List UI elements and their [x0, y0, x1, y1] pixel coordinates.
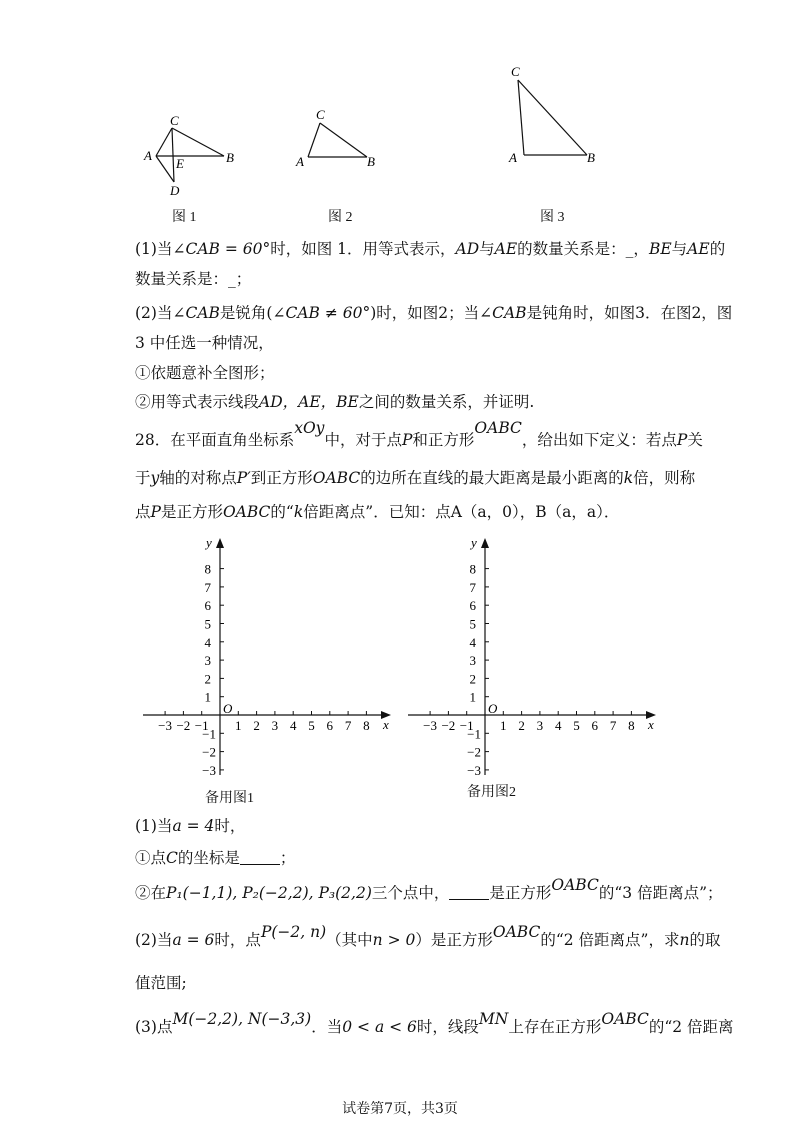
y-tick-label-g1: 1 — [204, 689, 211, 705]
y-axis-label-g1: y — [206, 535, 212, 550]
sub1-item2: ②在P₁(−1,1), P₂(−2,2), P₃(2,2)三个点中， 是正方形OABC的“3 倍距离点”； — [135, 876, 723, 902]
x-tick-label-g2: 8 — [628, 718, 635, 733]
sub2-line2: 值范围; — [135, 974, 187, 992]
x-tick-label-g1: 5 — [308, 718, 315, 733]
x-axis-label-g1: x — [383, 717, 389, 732]
x-tick-label-g1: −1 — [194, 718, 209, 733]
x-tick-label-g2: 6 — [591, 718, 599, 733]
fig1-caption: 图 1 — [172, 210, 197, 225]
y-tick-label-g2: 5 — [469, 616, 476, 632]
y-tick-label-g2: −2 — [467, 744, 481, 760]
y-axis-arrow-g2 — [481, 538, 489, 548]
x-tick-label-g1: 3 — [271, 718, 279, 733]
x-tick-label-g1: 2 — [253, 718, 260, 733]
y-tick-label-g2: 6 — [469, 598, 476, 614]
y-tick-label-g1: 3 — [204, 653, 211, 669]
y-tick-label-g2: 3 — [469, 653, 476, 669]
x-tick-label-g2: −1 — [459, 718, 474, 733]
y-tick-label-g2: 2 — [469, 671, 476, 687]
graph1-caption: 备用图1 — [205, 791, 254, 806]
fig1-label-c: C — [170, 113, 179, 128]
x-axis-label-g2: x — [648, 717, 654, 732]
sub3-line1: (3)点M(−2,2), N(−3,3)．当0 < a < 6时，线段MN上存在正方形OABC的“2 倍距离 — [135, 1010, 734, 1036]
x-tick-label-g1: −3 — [158, 718, 173, 733]
q27-part1-line1: (1)当∠CAB = 60°时，如图 1．用等式表示，AD与AE的数量关系是：_，BE与AE的 — [135, 240, 726, 258]
y-tick-label-g1: −1 — [202, 726, 216, 742]
sub2-line1: (2)当a = 6时，点P(−2, n)（其中n > 0）是正方形OABC的“2 倍距离点”，求n的取 — [135, 923, 721, 949]
fig1-label-b: B — [226, 150, 234, 165]
x-tick-label-g1: 1 — [235, 718, 242, 733]
y-axis-arrow-g1 — [216, 538, 224, 548]
y-tick-label-g2: 1 — [469, 689, 476, 705]
q27-item2: ②用等式表示线段AD，AE，BE之间的数量关系，并证明. — [135, 393, 535, 411]
fig2-label-c: C — [316, 107, 325, 122]
y-tick-label-g2: −3 — [467, 762, 481, 778]
q28-line1: 28．在平面直角坐标系xOy中，对于点P和正方形OABC，给出如下定义：若点P关 — [135, 419, 703, 449]
x-tick-label-g2: 2 — [518, 718, 525, 733]
x-tick-label-g2: 5 — [573, 718, 580, 733]
sub1-item1: ①点C的坐标是 ； — [135, 849, 296, 867]
y-tick-label-g1: 8 — [204, 561, 211, 577]
fig1-label-a: A — [144, 148, 152, 163]
x-tick-label-g1: 7 — [344, 718, 352, 733]
answer-blank-c[interactable] — [240, 850, 280, 865]
fig3-caption: 图 3 — [540, 210, 565, 225]
y-tick-label-g1: 4 — [204, 634, 211, 650]
figure-2 — [290, 100, 390, 175]
fig1-label-e: E — [176, 156, 184, 171]
graph2-caption: 备用图2 — [467, 785, 516, 800]
q27-item1: ①依题意补全图形； — [135, 364, 275, 382]
q27-part2-line2: 3 中任选一种情况， — [135, 334, 274, 352]
y-tick-label-g1: 7 — [204, 579, 211, 595]
x-tick-label-g2: 3 — [536, 718, 544, 733]
y-tick-label-g1: −3 — [202, 762, 216, 778]
q27-part1-line2: 数量关系是：_； — [135, 270, 252, 288]
q28-line3: 点P是正方形OABC的“k倍距离点”．已知：点A（a，0），B（a，a）． — [135, 503, 620, 521]
x-tick-label-g2: −3 — [423, 718, 438, 733]
figure-3 — [505, 62, 610, 172]
y-tick-label-g1: 6 — [204, 598, 211, 614]
sub1-line: (1)当a = 4时， — [135, 817, 246, 835]
x-tick-label-g1: 4 — [289, 718, 297, 733]
x-tick-label-g2: 7 — [609, 718, 617, 733]
page-footer: 试卷第7页，共3页 — [342, 1101, 458, 1117]
x-tick-label-g2: 1 — [500, 718, 507, 733]
y-tick-label-g2: 4 — [469, 634, 476, 650]
x-tick-label-g2: −2 — [441, 718, 456, 733]
q28-line2: 于y轴的对称点P′到正方形OABC的边所在直线的最大距离是最小距离的k倍，则称 — [135, 469, 696, 487]
fig2-caption: 图 2 — [328, 210, 353, 225]
fig3-label-c: C — [511, 64, 520, 79]
y-tick-label-g2: −1 — [467, 726, 481, 742]
answer-blank-points[interactable] — [449, 885, 489, 900]
fig3-label-b: B — [587, 150, 595, 165]
q27-part2-line1: (2)当∠CAB是锐角(∠CAB ≠ 60°)时，如图2；当∠CAB是钝角时，如图3．在图2，图 — [135, 304, 733, 322]
y-tick-label-g1: −2 — [202, 744, 216, 760]
fig2-label-a: A — [296, 154, 304, 169]
figure-1 — [140, 110, 250, 200]
coordinate-graph-2 — [408, 535, 658, 795]
x-tick-label-g1: −2 — [176, 718, 191, 733]
y-axis-label-g2: y — [471, 535, 477, 550]
x-tick-label-g2: 4 — [554, 718, 562, 733]
origin-label-g2: O — [488, 701, 498, 716]
y-tick-label-g1: 2 — [204, 671, 211, 687]
y-tick-label-g2: 8 — [469, 561, 476, 577]
x-tick-label-g1: 8 — [363, 718, 370, 733]
origin-label-g1: O — [223, 701, 233, 716]
coordinate-graph-1 — [143, 535, 393, 795]
fig3-label-a: A — [509, 150, 517, 165]
fig1-label-d: D — [170, 183, 180, 198]
fig2-label-b: B — [367, 154, 375, 169]
y-tick-label-g2: 7 — [469, 579, 476, 595]
y-tick-label-g1: 5 — [204, 616, 211, 632]
x-tick-label-g1: 6 — [326, 718, 334, 733]
